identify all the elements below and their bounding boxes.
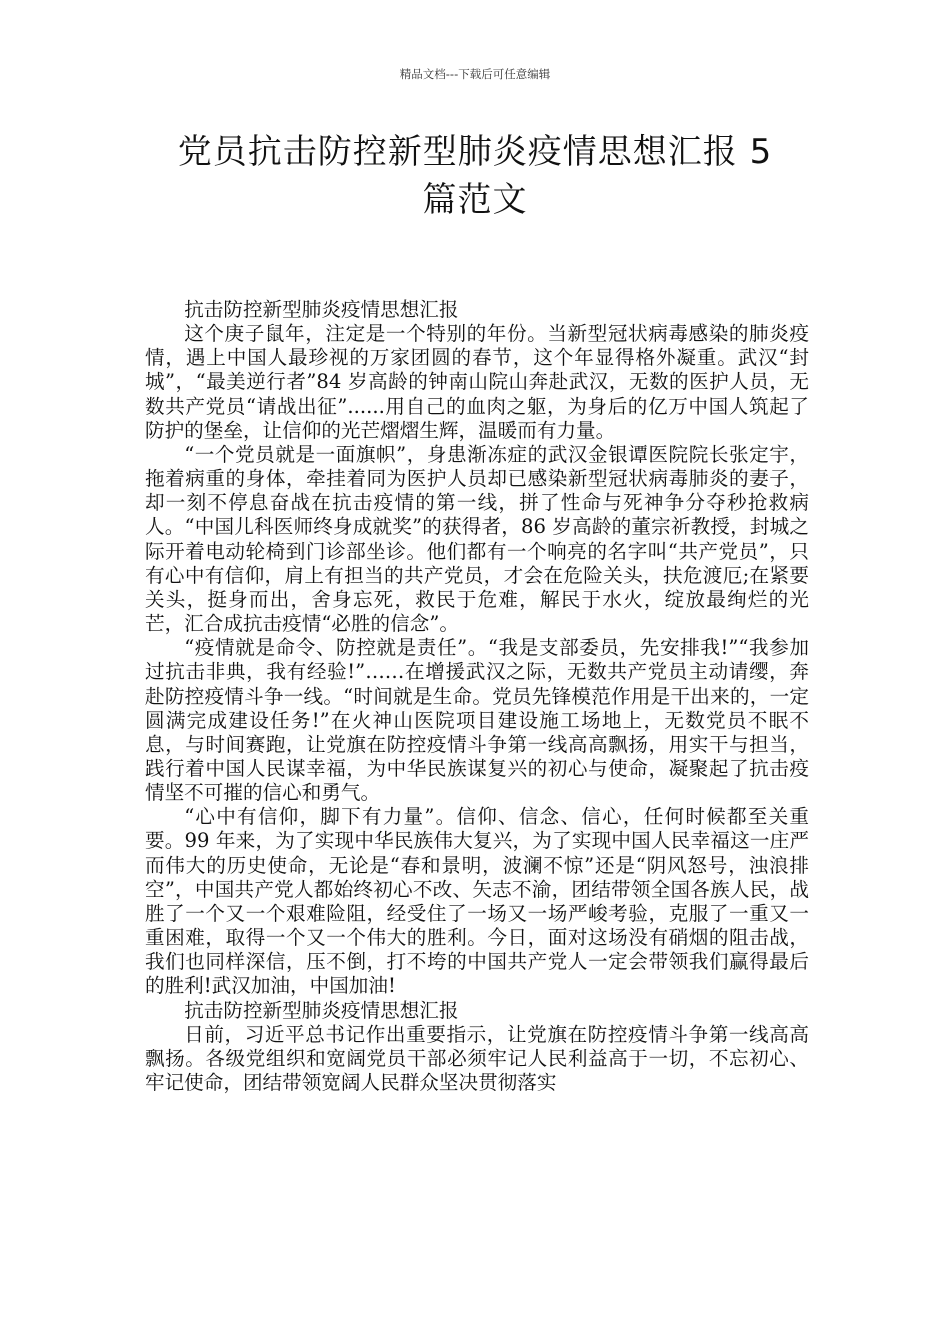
header-note: 精品文档---下载后可任意编辑	[399, 67, 551, 81]
title-line-1: 党员抗击防控新型肺炎疫情思想汇报 5	[177, 132, 773, 172]
paragraph: “一个党员就是一面旗帜”，身患渐冻症的武汉金银谭医院院长张定宇，拖着病重的身体，牵挂着同为医护人员却已感染新型冠状病毒肺炎的妻子，却一刻不停息奋战在抗击疫情的第一线，拼了性命与死神争分夺秒抢救病人。“中国儿科医师终身成就奖”的获得者，86 岁高龄的董宗祈教授，封城之际开着电动轮椅到门诊部坐诊。他们都有一个响亮的名字叫“共产党员”，只有心中有信仰，肩上有担当的共产党员，才会在危险关头，扶危渡厄;在紧要关头，挺身而出，舍身忘死，救民于危难，解民于水火，绽放最绚烂的光芒，汇合成抗击疫情“必胜的信念”。	[145, 442, 809, 636]
paragraph: 日前，习近平总书记作出重要指示，让党旗在防控疫情斗争第一线高高飘扬。各级党组织和宽阔党员干部必须牢记人民利益高于一切，不忘初心、牢记使命，团结带领宽阔人民群众坚决贯彻落实	[145, 1022, 809, 1094]
section-heading: 抗击防控新型肺炎疫情思想汇报	[184, 298, 459, 321]
title-line-2: 篇范文	[422, 180, 528, 220]
document-title	[140, 128, 810, 224]
document-body	[145, 298, 809, 1095]
paragraph: “心中有信仰，脚下有力量”。信仰、信念、信心，任何时候都至关重要。99 年来，为了实现中华民族伟大复兴，为了实现中国人民幸福这一庄严而伟大的历史使命，无论是“春和景明，波澜不惊”还是“阴风怒号，浊浪排空”，中国共产党人都始终初心不改、矢志不渝，团结带领全国各族人民，战胜了一个又一个艰难险阻，经受住了一场又一场严峻考验，克服了一重又一重困难，取得一个又一个伟大的胜利。今日，面对这场没有硝烟的阻击战，我们也同样深信，压不倒，打不垮的中国共产党人一定会带领我们赢得最后的胜利!武汉加油，中国加油!	[145, 805, 809, 998]
section-heading: 抗击防控新型肺炎疫情思想汇报	[184, 998, 459, 1022]
paragraph: 这个庚子鼠年，注定是一个特别的年份。当新型冠状病毒感染的肺炎疫情，遇上中国人最珍视的万家团圆的春节，这个年显得格外凝重。武汉“封城”，“最美逆行者”84 岁高龄的钟南山院山奔赴武汉，无数的医护人员，无数共产党员“请战出征”......用自己的血肉之躯，为身后的亿万中国人筑起了防护的堡垒，让信仰的光芒熠熠生辉，温暖而有力量。	[145, 322, 809, 442]
paragraph: “疫情就是命令、防控就是责任”。“我是支部委员，先安排我!”“我参加过抗击非典，我有经验!”……在增援武汉之际，无数共产党员主动请缨，奔赴防控疫情斗争一线。“时间就是生命。党员先锋模范作用是干出来的，一定圆满完成建设任务!”在火神山医院项目建设施工场地上，无数党员不眠不息，与时间赛跑，让党旗在防控疫情斗争第一线高高飘扬，用实干与担当，践行着中国人民谋幸福，为中华民族谋复兴的初心与使命，凝聚起了抗击疫情坚不可摧的信心和勇气。	[145, 636, 809, 805]
